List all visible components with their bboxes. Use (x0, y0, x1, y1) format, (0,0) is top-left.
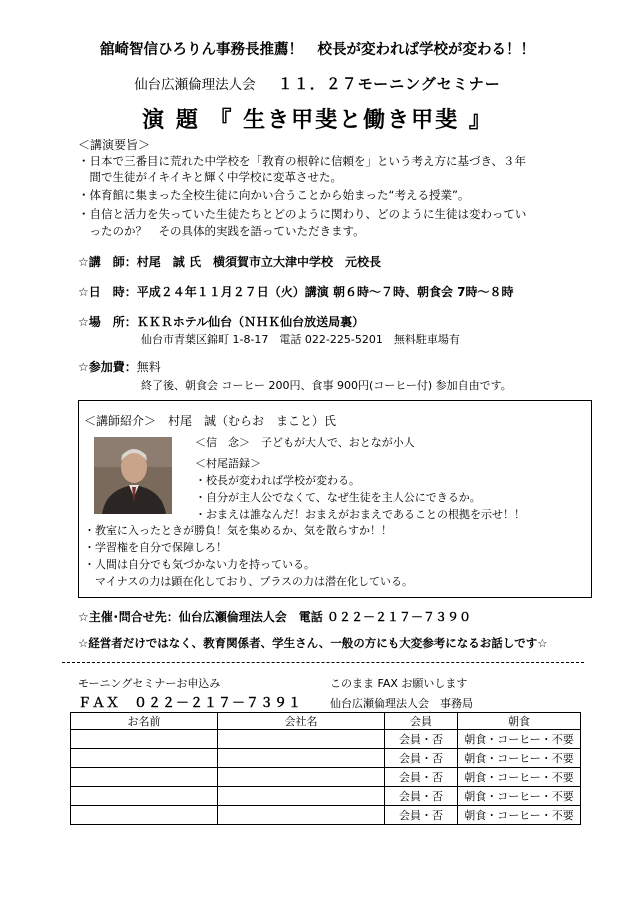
summary-heading: ＜講演要旨＞ (78, 138, 151, 152)
table-row (71, 749, 581, 768)
breakfast-option[interactable]: 朝食・コーヒー・不要 (458, 730, 581, 749)
summary-item: ・自信と活力を失っていた生徒たちとどのように関わり、どのように生徒は変わってい (78, 207, 527, 221)
quote-item: ・教室に入ったときが勝負！気を集めるか、気を散らすか！！ (84, 524, 392, 537)
table-row (71, 730, 581, 749)
fee-note: 終了後、朝食会 コーヒー 200円、食事 900円(コーヒー付) 参加自由です。 (141, 379, 512, 392)
member-option[interactable]: 会員・否 (385, 787, 458, 806)
topic-title: 演 題 『 生き甲斐と働き甲斐 』 (142, 108, 493, 133)
fax-number: ＦＡＸ ０２２－２１７－７３９１ (78, 696, 303, 711)
company-field[interactable] (218, 730, 385, 749)
member-option[interactable]: 会員・否 (385, 768, 458, 787)
speaker-photo (94, 437, 172, 514)
fee-label: ☆参加費： (78, 360, 137, 374)
member-option[interactable]: 会員・否 (385, 730, 458, 749)
summary-item: ったのか？ その具体的実践を語っていただきます。 (78, 224, 365, 238)
table-header-row (71, 713, 581, 730)
summary-item: ・体育館に集まった全校生徒に向かい合うことから始まった“考える授業”。 (78, 188, 470, 202)
table-row (71, 806, 581, 825)
quote-item: ・おまえは誰なんだ！おまえがおまえであることの根拠を示せ！！ (195, 508, 525, 521)
column-header-name: お名前 (71, 713, 218, 730)
company-field[interactable] (218, 768, 385, 787)
contact-line: ☆主催･問合せ先：仙台広瀬倫理法人会 電話 ０２２－２１７－７３９０ (78, 610, 471, 624)
quote-item: ・自分が主人公でなくて、なぜ生徒を主人公にできるか。 (195, 491, 481, 504)
fee-value: 無料 (136, 360, 161, 374)
column-header-breakfast: 朝食 (458, 713, 581, 730)
recommendation-line: 舘崎智信ひろりん事務長推薦！ 校長が変われば学校が変わる！！ (100, 42, 535, 58)
date-label: ☆日 時： (78, 285, 137, 299)
seminar-header (0, 73, 635, 94)
quotes-heading: ＜村尾語録＞ (195, 457, 261, 470)
company-field[interactable] (218, 749, 385, 768)
place-label: ☆場 所： (78, 315, 137, 329)
place-line (78, 313, 364, 330)
quote-item: ・人間は自分でも気づかない力を持っている。 (84, 558, 315, 571)
column-header-member: 会員 (385, 713, 458, 730)
name-field[interactable] (71, 749, 218, 768)
place-value: ＫＫＲホテル仙台（ＮＨＫ仙台放送局裏） (136, 315, 365, 329)
breakfast-option[interactable]: 朝食・コーヒー・不要 (458, 768, 581, 787)
seminar-title: １１．２７モーニングセミナー (277, 75, 501, 93)
breakfast-option[interactable]: 朝食・コーヒー・不要 (458, 787, 581, 806)
profile-belief: ＜信 念＞ 子どもが大人で、おとなが小人 (195, 436, 415, 449)
breakfast-option[interactable]: 朝食・コーヒー・不要 (458, 806, 581, 825)
form-title: モーニングセミナーお申込み (78, 677, 221, 690)
member-option[interactable]: 会員・否 (385, 749, 458, 768)
place-address: 仙台市青葉区錦町 1-8-17 電話 022-225-5201 無料駐車場有 (141, 333, 460, 346)
company-field[interactable] (218, 787, 385, 806)
speaker-label: ☆講 師： (78, 255, 137, 269)
organizer-name: 仙台広瀬倫理法人会 (134, 77, 256, 93)
member-option[interactable]: 会員・否 (385, 806, 458, 825)
speaker-value: 村尾 誠 氏 横須賀市立大津中学校 元校長 (136, 255, 381, 269)
breakfast-option[interactable]: 朝食・コーヒー・不要 (458, 749, 581, 768)
application-form-table (70, 712, 581, 825)
company-field[interactable] (218, 806, 385, 825)
date-line (78, 283, 513, 300)
portrait-image (94, 437, 172, 514)
speaker-line (78, 253, 381, 270)
name-field[interactable] (71, 768, 218, 787)
quote-item: マイナスの力は顕在化しており、プラスの力は潜在化している。 (84, 575, 414, 588)
name-field[interactable] (71, 730, 218, 749)
fee-line (78, 358, 161, 375)
form-recipient: 仙台広瀬倫理法人会 事務局 (330, 697, 473, 710)
fax-instruction: このまま FAX お願いします (330, 677, 468, 690)
summary-item: ・日本で三番目に荒れた中学校を「教育の根幹に信頼を」という考え方に基づき、３年 (78, 154, 527, 168)
name-field[interactable] (71, 806, 218, 825)
date-value: 平成２４年１１月２７日（火）講演 朝６時～７時、朝食会 7時～８時 (136, 285, 514, 299)
name-field[interactable] (71, 787, 218, 806)
cut-line (62, 662, 584, 663)
table-row (71, 787, 581, 806)
quote-item: ・学習権を自分で保障しろ！ (84, 541, 227, 554)
audience-note: ☆経営者だけではなく、教育関係者、学生さん、一般の方にも大変参考になるお話しです☆ (78, 636, 548, 650)
quote-item: ・校長が変われば学校が変わる。 (195, 474, 360, 487)
column-header-company: 会社名 (218, 713, 385, 730)
summary-item: 間で生徒がイキイキと輝く中学校に変革させた。 (78, 170, 343, 184)
profile-heading: ＜講師紹介＞ 村尾 誠（むらお まこと）氏 (84, 414, 337, 428)
table-row (71, 768, 581, 787)
